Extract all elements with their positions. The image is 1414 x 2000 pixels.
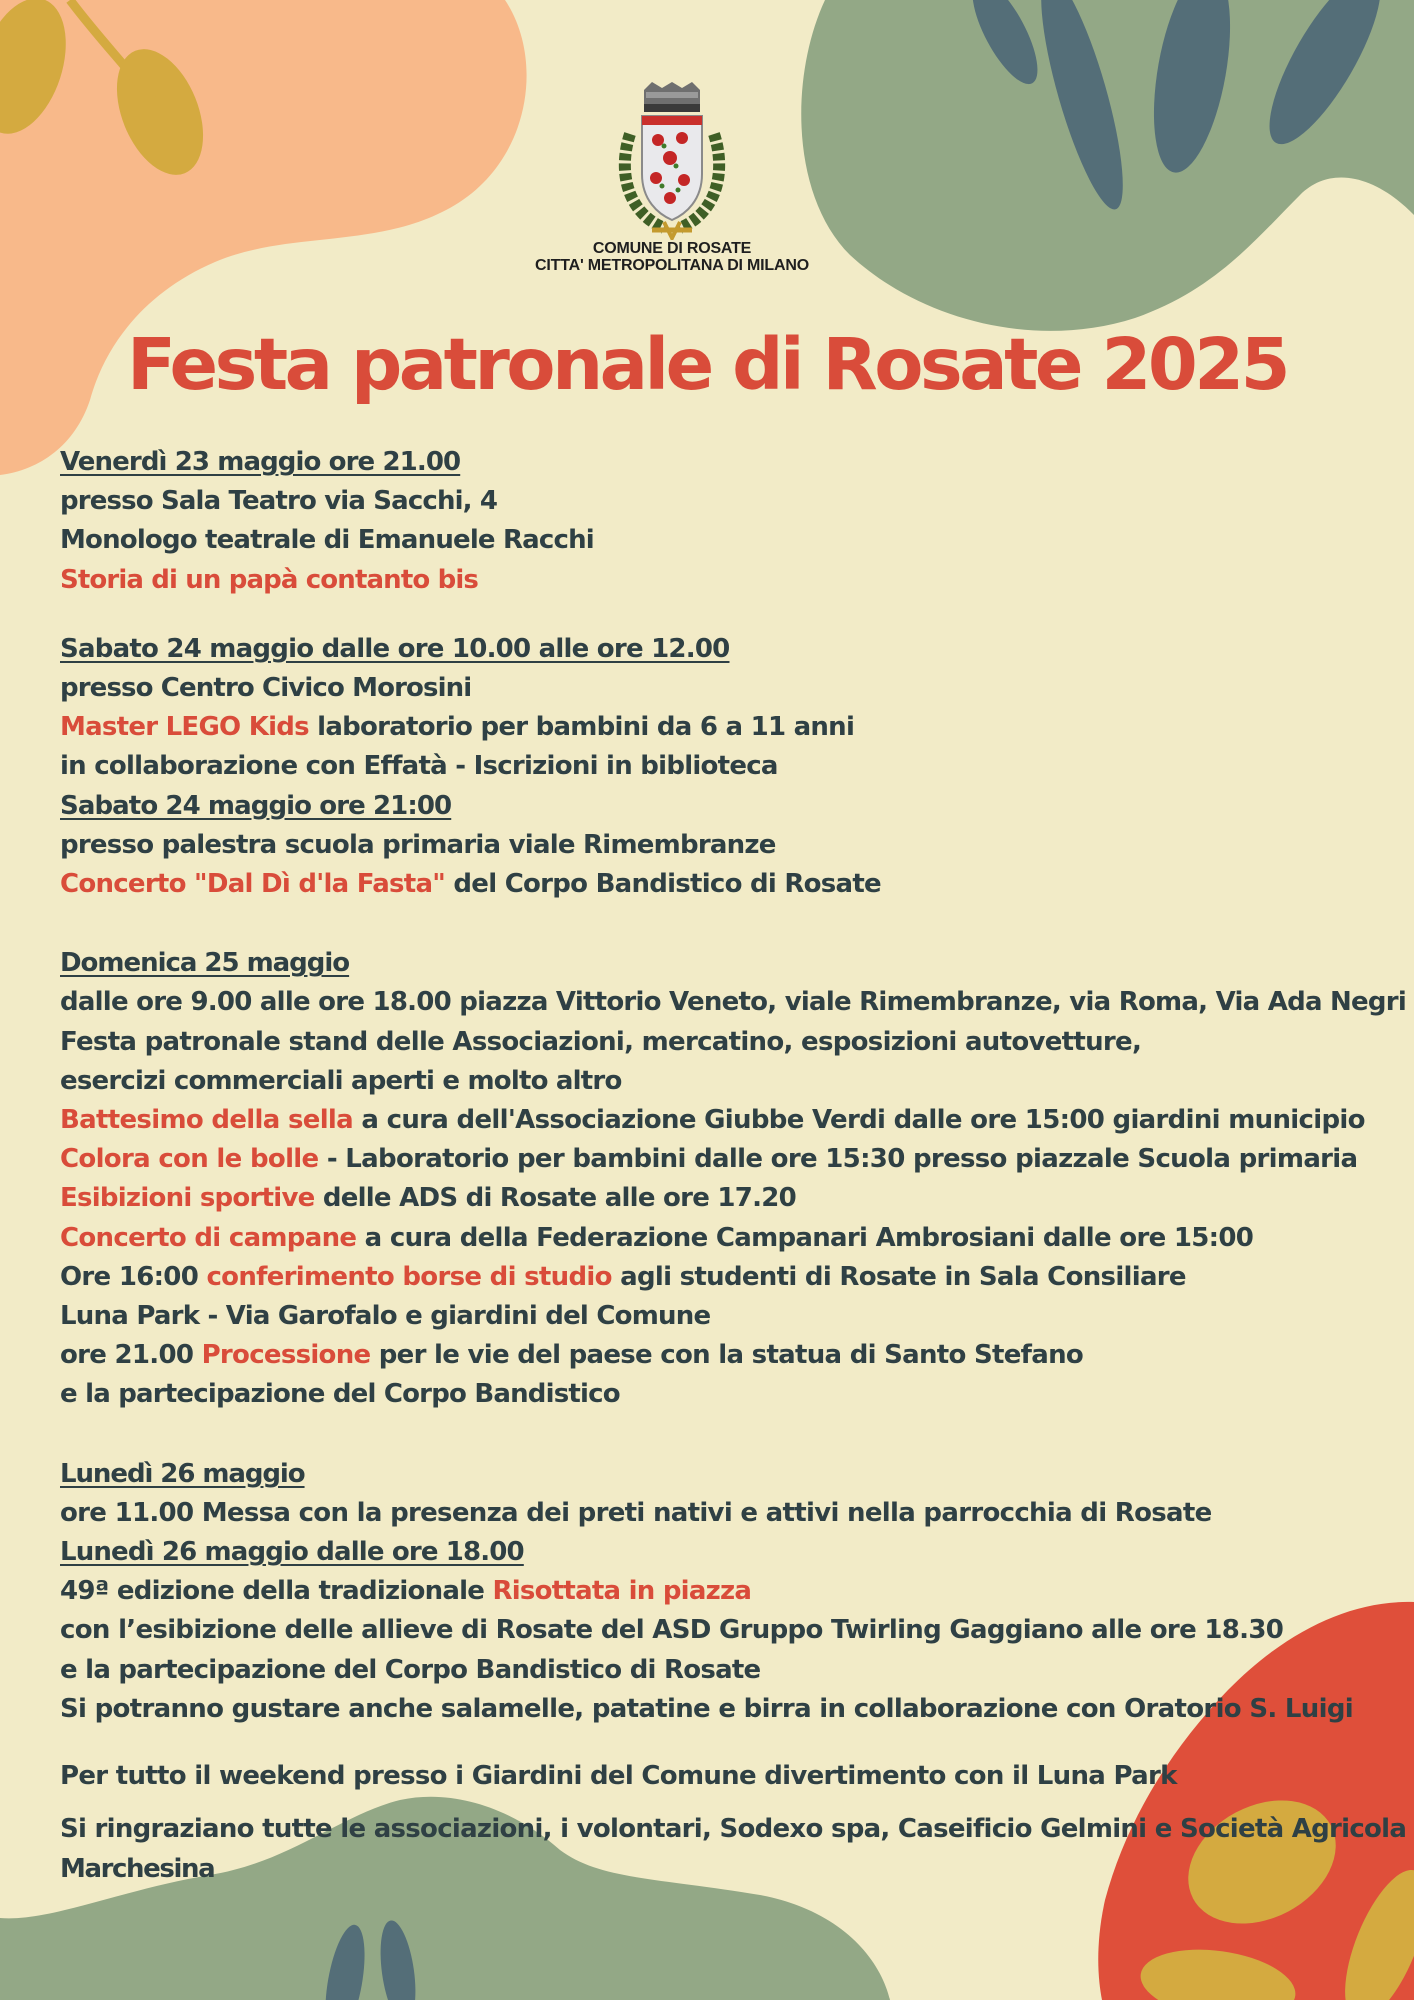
municipality-logo bbox=[520, 82, 824, 274]
concert-highlight: Concerto "Dal Dì d'la Fasta" bbox=[60, 869, 446, 900]
thanks-line-1: Si ringraziano tutte le associazioni, i volontari, Sodexo spa, Caseificio Gelmini e Società Agricola bbox=[60, 1814, 1407, 1845]
sunday-pre-10: ore 21.00 bbox=[60, 1340, 202, 1371]
sunday-text-6: delle ADS di Rosate alle ore 17.20 bbox=[314, 1183, 796, 1214]
sunday-hl-6: Esibizioni sportive bbox=[60, 1183, 315, 1214]
sunday-line-8 bbox=[60, 1258, 1414, 1297]
monday-line-2 bbox=[60, 1572, 1414, 1611]
sunday-line-1: dalle ore 9.00 alle ore 18.00 piazza Vittorio Veneto, viale Rimembranze, via Roma, Via Ada Negri bbox=[60, 987, 1407, 1018]
friday-venue: presso Sala Teatro via Sacchi, 4 bbox=[60, 486, 498, 517]
sunday-hl-5: Colora con le bolle bbox=[60, 1144, 319, 1175]
page-title: Festa patronale di Rosate 2025 bbox=[126, 322, 1288, 406]
saturday-heading: Sabato 24 maggio dalle ore 10.00 alle ore 12.00 bbox=[60, 633, 730, 664]
coat-of-arms-icon bbox=[612, 82, 732, 240]
sunday-hl-10: Processione bbox=[201, 1340, 371, 1371]
sunday-line-7 bbox=[60, 1219, 1414, 1258]
sunday-hl-8: conferimento borse di studio bbox=[206, 1261, 612, 1292]
saturday-concert-line bbox=[60, 865, 1414, 904]
logo-line-2: CITTA' METROPOLITANA DI MILANO bbox=[535, 257, 809, 274]
sunday-pre-8: Ore 16:00 bbox=[60, 1261, 207, 1292]
monday-evening-heading: Lunedì 26 maggio dalle ore 18.00 bbox=[60, 1537, 524, 1568]
sunday-text-8: agli studenti di Rosate in Sala Consiliare bbox=[611, 1261, 1186, 1292]
saturday-evening-venue: presso palestra scuola primaria viale Rimembranze bbox=[60, 829, 776, 860]
sunday-line-10 bbox=[60, 1336, 1414, 1375]
lego-text: laboratorio per bambini da 6 a 11 anni bbox=[308, 712, 855, 743]
event-program bbox=[60, 443, 1414, 1889]
friday-show: Storia di un papà contanto bis bbox=[60, 564, 478, 595]
saturday-evening-heading: Sabato 24 maggio ore 21:00 bbox=[60, 790, 452, 821]
lego-highlight: Master LEGO Kids bbox=[60, 712, 309, 743]
friday-description: Monologo teatrale di Emanuele Racchi bbox=[60, 525, 594, 556]
logo-line-1: COMUNE DI ROSATE bbox=[592, 240, 752, 257]
weekend-note: Per tutto il weekend presso i Giardini del Comune divertimento con il Luna Park bbox=[60, 1761, 1177, 1792]
saturday-venue: presso Centro Civico Morosini bbox=[60, 673, 472, 704]
monday-line-1: ore 11.00 Messa con la presenza dei preti nativi e attivi nella parrocchia di Rosate bbox=[60, 1497, 1212, 1528]
sunday-text-4: a cura dell'Associazione Giubbe Verdi dalle ore 15:00 giardini municipio bbox=[353, 1105, 1365, 1136]
sunday-hl-4: Battesimo della sella bbox=[60, 1105, 354, 1136]
sunday-hl-7: Concerto di campane bbox=[60, 1222, 357, 1253]
sunday-text-10: per le vie del paese con la statua di Santo Stefano bbox=[370, 1340, 1084, 1371]
monday-heading: Lunedì 26 maggio bbox=[60, 1458, 305, 1489]
monday-hl-2: Risottata in piazza bbox=[492, 1576, 752, 1607]
sunday-line-6 bbox=[60, 1179, 1414, 1218]
sunday-heading: Domenica 25 maggio bbox=[60, 948, 350, 979]
sunday-line-3: esercizi commerciali aperti e molto altro bbox=[60, 1065, 622, 1096]
sunday-line-5 bbox=[60, 1140, 1414, 1179]
sunday-line-9: Luna Park - Via Garofalo e giardini del Comune bbox=[60, 1301, 711, 1332]
sunday-line-2: Festa patronale stand delle Associazioni, mercatino, esposizioni autovetture, bbox=[60, 1026, 1142, 1057]
monday-line-5: Si potranno gustare anche salamelle, patatine e birra in collaborazione con Oratorio S. Luigi bbox=[60, 1693, 1354, 1724]
saturday-lego-line bbox=[60, 708, 1414, 747]
monday-line-4: e la partecipazione del Corpo Bandistico di Rosate bbox=[60, 1654, 761, 1685]
thanks-line-2: Marchesina bbox=[60, 1853, 215, 1884]
sunday-line-11: e la partecipazione del Corpo Bandistico bbox=[60, 1379, 620, 1410]
sunday-text-5: - Laboratorio per bambini dalle ore 15:30 presso piazzale Scuola primaria bbox=[318, 1144, 1358, 1175]
monday-pre-2: 49ª edizione della tradizionale bbox=[60, 1576, 493, 1607]
friday-heading: Venerdì 23 maggio ore 21.00 bbox=[60, 447, 461, 477]
sunday-text-7: a cura della Federazione Campanari Ambrosiani dalle ore 15:00 bbox=[356, 1222, 1254, 1253]
saturday-collab: in collaborazione con Effatà - Iscrizioni in biblioteca bbox=[60, 751, 778, 782]
concert-text: del Corpo Bandistico di Rosate bbox=[445, 869, 881, 900]
sunday-line-4 bbox=[60, 1101, 1414, 1140]
monday-line-3: con l’esibizione delle allieve di Rosate del ASD Gruppo Twirling Gaggiano alle ore 18.30 bbox=[60, 1615, 1284, 1646]
